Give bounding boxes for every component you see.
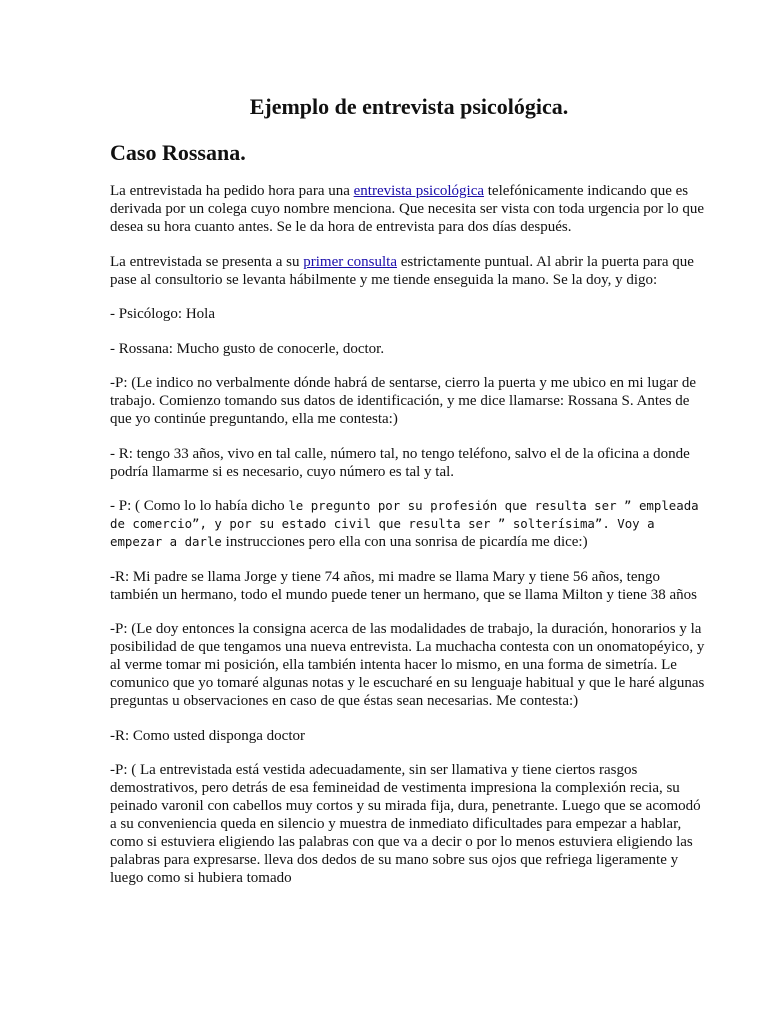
- document-title: Ejemplo de entrevista psicológica.: [249, 94, 569, 119]
- dialogue-line: -P: ( La entrevistada está vestida adecuadamente, sin ser llamativa y tiene ciertos rasgos demostrativos, pero detrás de esa femineidad de vestimenta impresiona la complexión recia, su peinado varonil con cabellos muy cortos y su mirada fija, dura, penetrante. Luego que se acomodó a su conveniencia queda en silencio y muestra de inmediato dificultades para empezar a hablar, como si estuviera eligiendo las palabras con que va a decir o por lo menos estuviera eligiendo las palabras para expresarse. lleva dos dedos de su mano sobre sus ojos que refriega ligeramente y luego como si hubiera tomado: [110, 762, 701, 886]
- paragraph-text: La entrevistada ha pedido hora para una: [110, 183, 354, 199]
- dialogue-line: -R: Mi padre se llama Jorge y tiene 74 años, mi madre se llama Mary y tiene 56 años, tengo también un hermano, todo el mundo puede tener un hermano, que se llama Milton y tiene 38 años: [110, 568, 697, 603]
- paragraph-text: La entrevistada se presenta a su: [110, 253, 304, 270]
- link-primer-consulta[interactable]: primer consulta: [303, 253, 397, 270]
- dialogue-line: -R: Como usted disponga doctor: [110, 727, 305, 744]
- monospace-text: le pregunto por su profesión que resulta ser ” empleada de comercio”, y por su estado civil que resulta ser ” solterísima”. Voy a empezar a darle: [110, 498, 699, 549]
- paragraph-arrival: [110, 253, 708, 289]
- dialogue-line: -P: (Le indico no verbalmente dónde habrá de sentarse, cierro la puerta y me ubico en mi lugar de trabajo. Comienzo tomando sus datos de identificación, y me dice llamarse: Rossana S. Antes de que yo continúe preguntando, ella me contesta:): [110, 375, 697, 427]
- paragraph-text: estrictamente puntual. Al abrir la puerta para que pase al consultorio se levanta hábilmente y me tiende enseguida la mano. Se la doy, y digo:: [110, 253, 694, 288]
- dialogue-line: - R: tengo 33 años, vivo en tal calle, número tal, no tengo teléfono, salvo el de la oficina a donde podría llamarme si es necesario, cuyo número es tal y tal.: [110, 445, 690, 480]
- case-heading: Caso Rossana.: [110, 140, 246, 165]
- dialogue-line: - Rossana: Mucho gusto de conocerle, doctor.: [110, 340, 385, 357]
- link-entrevista-psicologica[interactable]: entrevista psicológica: [353, 183, 485, 199]
- paragraph-text: - P: ( Como lo lo había dicho: [110, 498, 289, 514]
- dialogue-line: [110, 497, 708, 551]
- dialogue-line: - Psicólogo: Hola: [110, 306, 215, 322]
- paragraph-intro: [110, 182, 708, 236]
- paragraph-text: instrucciones pero ella con una sonrisa de picardía me dice:): [221, 534, 588, 550]
- paragraph-text: telefónicamente indicando que es derivada por un colega cuyo nombre menciona. Que necesita ser vista con toda urgencia por lo que desea su hora cuanto antes. Se le da hora de entrevista para dos días después.: [110, 183, 705, 235]
- dialogue-line: -P: (Le doy entonces la consigna acerca de las modalidades de trabajo, la duración, honorarios y la posibilidad de que tengamos una nueva entrevista. La muchacha contesta con un onomatopéyico, y al verme tomar mi posición, ella también intenta hacer lo mismo, en una forma de simetría. Le comunico que yo tomaré algunas notas y le escucharé en su lenguaje habitual y que le haré algunas preguntas u observaciones en caso de que éstas sean necesarias. Me contesta:): [110, 621, 705, 709]
